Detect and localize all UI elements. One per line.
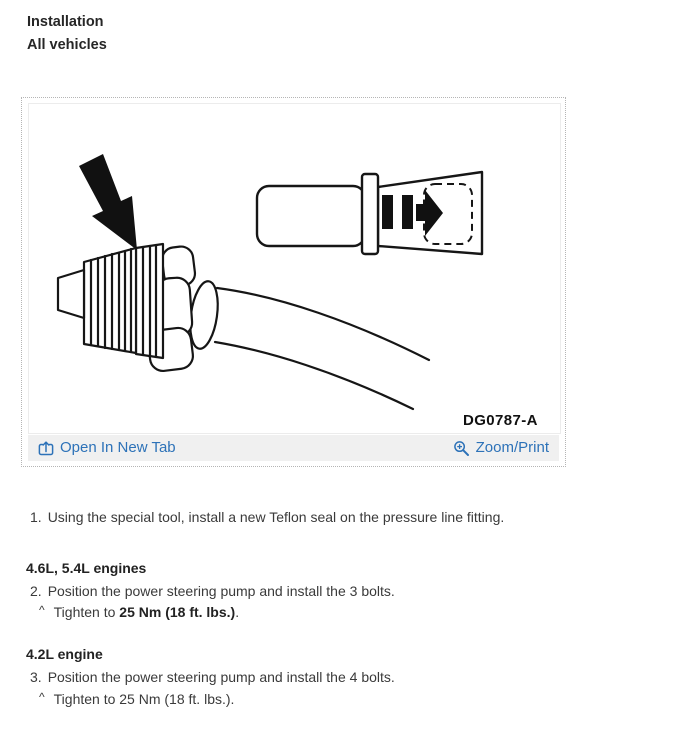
torque-spec-line-1 <box>0 604 239 620</box>
torque-text-pre: Tighten to <box>53 604 120 620</box>
open-in-new-tab-icon <box>38 440 54 456</box>
figure-code-label: DG0787-A <box>463 412 538 429</box>
step-text: Position the power steering pump and install the 4 bolts. <box>47 669 395 685</box>
caret-marker: ^ <box>39 603 45 617</box>
open-in-new-tab-link[interactable] <box>38 435 176 461</box>
step-text: Using the special tool, install a new Teflon seal on the pressure line fitting. <box>47 509 505 525</box>
page-head <box>27 11 107 57</box>
step-number: 1. <box>30 509 42 525</box>
open-in-new-tab-label: Open In New Tab <box>60 439 176 456</box>
engine-heading-46-54: 4.6L, 5.4L engines <box>26 560 147 576</box>
pressure-line-fitting-drawing <box>58 244 429 409</box>
special-tool-drawing <box>257 172 482 254</box>
engine-heading-42: 4.2L engine <box>26 646 103 662</box>
zoom-print-label: Zoom/Print <box>475 439 549 456</box>
figure-toolbar <box>28 435 559 461</box>
caret-marker: ^ <box>39 690 45 704</box>
figure-image-area <box>28 103 561 434</box>
figure-diagram <box>29 104 560 433</box>
figure-panel <box>21 97 566 467</box>
step-2 <box>0 583 395 599</box>
pointer-arrow <box>79 154 137 250</box>
torque-text-post: . <box>235 604 240 620</box>
page-subheading-all-vehicles: All vehicles <box>27 37 107 53</box>
step-number: 3. <box>30 669 42 685</box>
torque-value-bold: 25 Nm (18 ft. lbs.) <box>119 604 236 620</box>
step-3 <box>0 669 395 685</box>
step-text: Position the power steering pump and install the 3 bolts. <box>47 583 395 599</box>
torque-spec-line-2 <box>0 691 234 707</box>
step-number: 2. <box>30 583 42 599</box>
step-1 <box>0 509 504 525</box>
page-heading-installation: Installation <box>27 14 104 30</box>
magnifier-plus-icon <box>453 440 470 457</box>
zoom-print-link[interactable] <box>453 435 549 461</box>
torque-text: Tighten to 25 Nm (18 ft. lbs.). <box>53 691 235 707</box>
